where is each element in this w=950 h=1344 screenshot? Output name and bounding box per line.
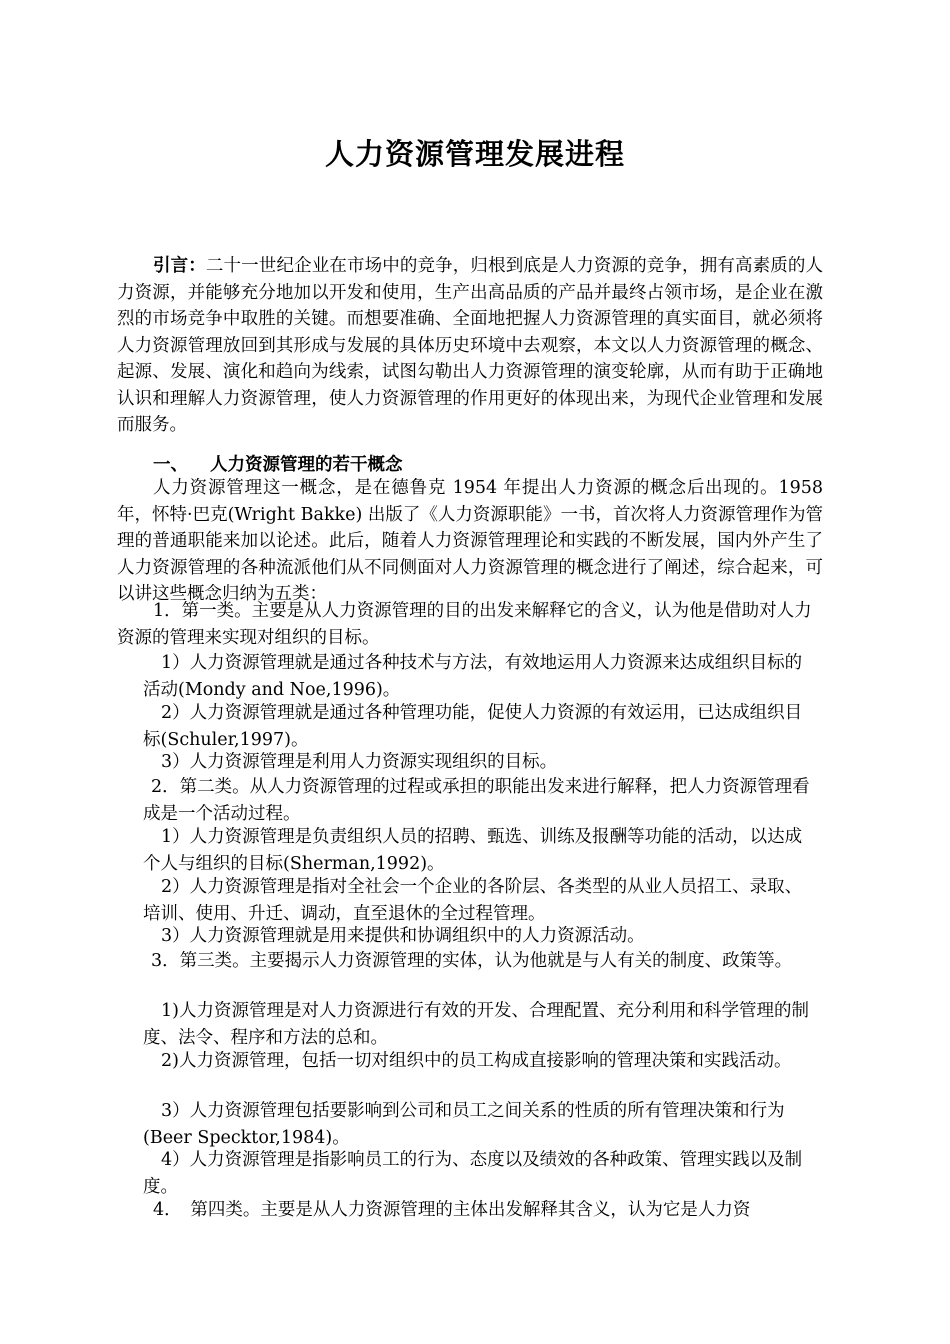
category-3-item-4: 4）人力资源管理是指影响员工的行为、态度以及绩效的各种政策、管理实践以及制度。: [143, 1150, 803, 1197]
category-1-item-3: 3）人力资源管理是利用人力资源实现组织的目标。: [161, 752, 558, 772]
intro-text: 二十一世纪企业在市场中的竞争，归根到底是人力资源的竞争，拥有高素质的人力资源，并能够充分地加以开发和使用，生产出高品质的产品并最终占领市场，是企业在激烈的市场竞争中取胜的关键。而想要准确、全面地把握人力资源管理的真实面目，就必须将人力资源管理放回到其形成与发展的具体历史环境中去观察，本文以人力资源管理的概念、起源、发展、演化和趋向为线索，试图勾勒出人力资源管理的演变轮廓，从而有助于正确地认识和理解人力资源管理，使人力资源管理的作用更好的体现出来，为现代企业管理和发展而服务。: [117, 256, 823, 435]
category-1-item-2: 2）人力资源管理就是通过各种管理功能，促使人力资源的有效运用，已达成组织目标(Schuler,1997)。: [143, 703, 803, 750]
category-3-item-3: 3）人力资源管理包括要影响到公司和员工之间关系的性质的所有管理决策和行为(Beer Specktor,1984)。: [143, 1101, 785, 1148]
section-body: 人力资源管理这一概念，是在德鲁克 1954 年提出人力资源的概念后出现的。1958 年，怀特·巴克(Wright Bakke) 出版了《人力资源职能》一书，首次将人力资源管理作为管理的普通职能来加以论述。此后，随着人力资源管理理论和实践的不断发展，国内外产生了人力资源管理的各种流派他们从不同侧面对人力资源管理的概念进行了阐述，综合起来，可以讲这些概念归纳为五类：: [117, 478, 823, 604]
intro-label: 引言：: [153, 256, 206, 276]
document-title: 人力资源管理发展进程: [324, 137, 625, 171]
category-1: 1．第一类。主要是从人力资源管理的目的出发来解释它的含义，认为他是借助对人力资源的管理来实现对组织的目标。: [117, 601, 812, 648]
section-number: 一、: [153, 455, 188, 475]
category-1-item-1: 1）人力资源管理就是通过各种技术与方法，有效地运用人力资源来达成组织目标的活动(Mondy and Noe,1996)。: [143, 653, 803, 700]
section-heading: [153, 451, 403, 476]
category-3-item-1: 1)人力资源管理是对人力资源进行有效的开发、合理配置、充分利用和科学管理的制度、法令、程序和方法的总和。: [143, 1001, 809, 1048]
category-3: 3．第三类。主要揭示人力资源管理的实体，认为他就是与人有关的制度、政策等。: [151, 951, 793, 971]
section-heading-text: 人力资源管理的若干概念: [210, 455, 403, 475]
category-2-item-2: 2）人力资源管理是指对全社会一个企业的各阶层、各类型的从业人员招工、录取、培训、使用、升迁、调动，直至退休的全过程管理。: [143, 877, 803, 924]
category-3-item-2: 2)人力资源管理，包括一切对组织中的员工构成直接影响的管理决策和实践活动。: [161, 1051, 792, 1071]
intro-paragraph: [117, 253, 823, 439]
category-4: 4． 第四类。主要是从人力资源管理的主体出发解释其含义，认为它是人力资: [153, 1200, 751, 1220]
category-2-item-1: 1）人力资源管理是负责组织人员的招聘、甄选、训练及报酬等功能的活动，以达成个人与组织的目标(Sherman,1992)。: [143, 827, 803, 874]
category-2-item-3: 3）人力资源管理就是用来提供和协调组织中的人力资源活动。: [161, 926, 645, 946]
category-2: 2．第二类。从人力资源管理的过程或承担的职能出发来进行解释，把人力资源管理看成是一个活动过程。: [143, 777, 810, 824]
